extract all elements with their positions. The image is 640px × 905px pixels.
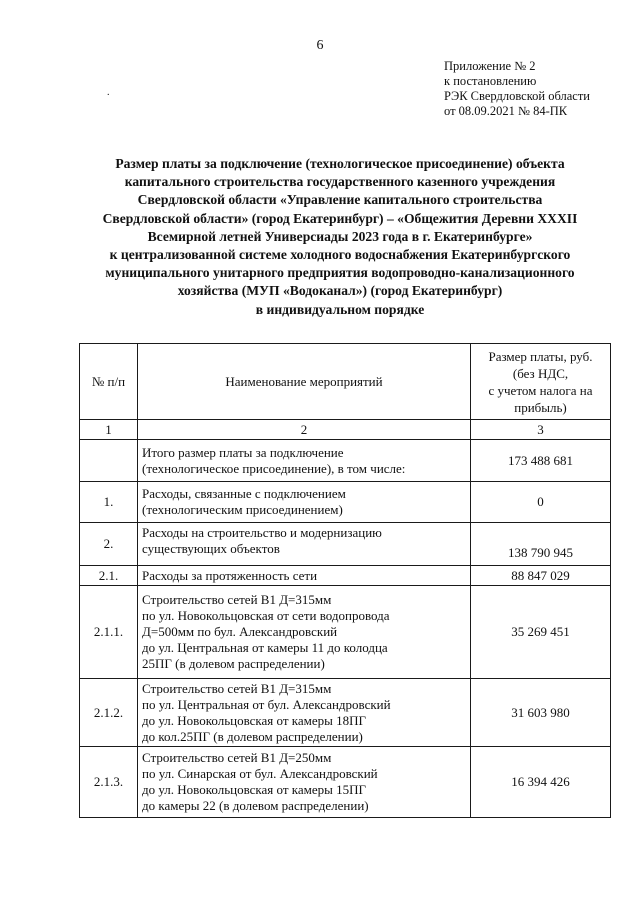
title-line: муниципального унитарного предприятия водопроводно-канализационного [105, 265, 575, 281]
row-num: 1. [80, 482, 138, 523]
row-name-line: (технологическим присоединением) [142, 502, 343, 517]
row-name-line: по ул. Центральная от бул. Александровский [142, 696, 391, 712]
row-num: 2.1.2. [80, 679, 138, 747]
row-amount: 35 269 451 [471, 586, 611, 679]
row-name-line: по ул. Новокольцовская от сети водопровода [142, 608, 390, 623]
table-row [80, 586, 611, 679]
column-number: 2 [138, 420, 471, 440]
table-row [80, 566, 611, 586]
row-name [138, 440, 471, 482]
appendix-line: к постановлению [444, 74, 537, 88]
title-line: Всемирной летней Универсиады 2023 года в г. Екатеринбурге» [147, 228, 533, 244]
row-name-line: до ул. Новокольцовская от камеры 15ПГ [142, 782, 367, 797]
row-name [138, 523, 471, 566]
row-amount: 0 [471, 482, 611, 523]
row-num [80, 440, 138, 482]
row-amount: 88 847 029 [471, 566, 611, 586]
row-name-line: по ул. Синарская от бул. Александровский [142, 766, 378, 781]
row-amount: 173 488 681 [471, 440, 611, 482]
row-name [138, 679, 471, 747]
row-name [138, 747, 471, 818]
row-amount: 138 790 945 [471, 523, 611, 566]
appendix-block [444, 59, 590, 119]
row-name-line: до ул. Центральная от камеры 11 до колодца [142, 640, 388, 655]
row-num: 2.1.3. [80, 747, 138, 818]
title-line: хозяйства (МУП «Водоканал») (город Екатеринбург) [177, 283, 503, 299]
table-header-row [80, 344, 611, 420]
row-amount: 31 603 980 [471, 679, 611, 747]
row-name-line: Расходы на строительство и модернизацию [142, 525, 382, 540]
table-row [80, 679, 611, 747]
page-number: 6 [316, 38, 324, 53]
header-num: № п/п [80, 344, 138, 420]
row-name-line: до ул. Новокольцовская от камеры 18ПГ [142, 712, 367, 728]
header-amount [471, 344, 611, 420]
appendix-line: Приложение № 2 [444, 59, 536, 73]
row-name [138, 482, 471, 523]
table-row [80, 440, 611, 482]
row-name-line: Строительство сетей В1 Д=315мм [142, 680, 332, 696]
stray-mark: . [107, 87, 110, 98]
table-row [80, 523, 611, 566]
table-row [80, 482, 611, 523]
row-amount: 16 394 426 [471, 747, 611, 818]
row-num: 2. [80, 523, 138, 566]
row-name-line: существующих объектов [142, 541, 280, 556]
header-amount-line: Размер платы, руб. [488, 348, 593, 364]
column-number-row [80, 420, 611, 440]
row-name-line: до кол.25ПГ (в долевом распределении) [142, 728, 363, 744]
title-line: капитального строительства государственного казенного учреждения [124, 174, 556, 190]
row-name-line: до камеры 22 (в долевом распределении) [142, 798, 369, 813]
row-num: 2.1. [80, 566, 138, 586]
title-line: в индивидуальном порядке [255, 301, 425, 317]
header-amount-line: (без НДС, [512, 365, 569, 381]
row-name [138, 586, 471, 679]
header-amount-line: прибыль) [514, 399, 567, 415]
row-name-line: Расходы за протяженность сети [142, 567, 318, 583]
row-name [138, 566, 471, 586]
table-row [80, 747, 611, 818]
column-number: 3 [471, 420, 611, 440]
row-name-line: Д=500мм по бул. Александровский [142, 624, 338, 639]
row-num: 2.1.1. [80, 586, 138, 679]
fee-table [79, 343, 611, 818]
title-line: Свердловской области» (город Екатеринбург) – «Общежития Деревни XXXII [102, 210, 578, 226]
row-name-line: 25ПГ (в долевом распределении) [142, 656, 325, 671]
document-title [60, 155, 620, 319]
column-number: 1 [80, 420, 138, 440]
row-name-line: (технологическое присоединение), в том числе: [142, 460, 406, 476]
row-name-line: Строительство сетей В1 Д=250мм [142, 750, 332, 765]
title-line: Свердловской области «Управление капитального строительства [137, 192, 543, 208]
row-name-line: Итого размер платы за подключение [142, 444, 344, 460]
row-name-line: Строительство сетей В1 Д=315мм [142, 592, 332, 607]
row-name-line: Расходы, связанные с подключением [142, 486, 346, 501]
appendix-line: РЭК Свердловской области [444, 89, 590, 103]
title-line: к централизованной системе холодного водоснабжения Екатеринбургского [109, 247, 571, 263]
title-line: Размер платы за подключение (технологическое присоединение) объекта [115, 156, 565, 171]
header-amount-line: с учетом налога на [488, 382, 593, 398]
header-name: Наименование мероприятий [138, 344, 471, 420]
appendix-line: от 08.09.2021 № 84-ПК [444, 104, 568, 118]
